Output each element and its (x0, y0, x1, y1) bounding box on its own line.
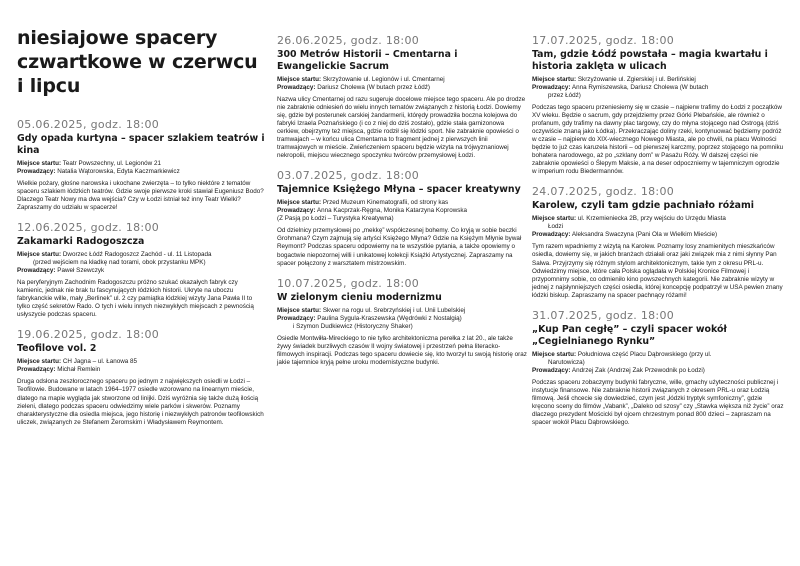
event-start: Miejsce startu: ul. Krzemieniecka 2B, przy wejściu do Urzędu Miasta (532, 215, 726, 223)
event-title: 300 Metrów Historii – Cmentarna i Ewangelickie Sacrum (277, 49, 458, 72)
event-title: Tam, gdzie Łódź powstała – magia kwartału i historia zaklęta w ulicach (532, 49, 768, 72)
event-lead-extra: (Z Pasją po Łodzi – Turystyka Kreatywna) (277, 215, 394, 223)
event-lead: Prowadzący: Natalia Wątorowska, Edyta Kaczmarkiewicz (17, 168, 180, 175)
event-description: Druga odsłona zeszłorocznego spaceru po jednym z największych osiedli w Łodzi – Teofilowie. Budowane w latach 1964–1977 osiedle wzorowano na linearnym mieście, dlatego na mapie wygląda jak stworzone od linijki. Dziś wyróżnia się także dużą ilością zieleni, dlatego podczas spaceru odwiedzimy wiele parków i skwerów. Poznamy charakterystyczne dla osiedla miejsca, jego historię i niezwykłych patronów teofilowskich uliczek, związanych ze Stefanem Żeromskim i Władysławem Reymontem. (17, 378, 264, 426)
event-lead: Prowadzący: Paulina Sygula-Kraszewska (Wędrówki z Nostalgią) (277, 314, 462, 322)
event-date: 10.07.2025, godz. 18:00 (277, 276, 420, 290)
event-start-extra: Narutowicza) (548, 358, 585, 366)
event-card (532, 309, 784, 427)
event-start: Miejsce startu: Teatr Powszechny, ul. Legionów 21 (17, 160, 161, 167)
event-start: Miejsce startu: Południowa część Placu Dąbrowskiego (przy ul. (532, 350, 712, 358)
event-date: 19.06.2025, godz. 18:00 (17, 328, 160, 342)
event-title: „Kup Pan cegłę” – czyli spacer wokół „Cegielnianego Rynku” (532, 323, 727, 347)
event-date: 17.07.2025, godz. 18:00 (532, 34, 675, 47)
event-start: Miejsce startu: Przed Muzeum Kinematografii, od strony kas (277, 199, 449, 207)
page-title: niesiajowe spacery czwartkowe w czerwcu i lipcu (17, 27, 258, 97)
event-start: Miejsce startu: Skrzyżowanie ul. Zgierskiej i ul. Berlińskiej (532, 76, 696, 83)
event-description: Osiedle Montwiłła-Mireckiego to nie tylko architektoniczna perełka z lat 20., ale także żywy świadek burzliwych czasów II wojny światowej i przestrzeń pełna literacko-filmowych inspiracji. Podczas tego spaceru dowiecie się, kto tworzył tu swoją historię oraz jakie tajemnice kryją pełne uroku modernistyczne budynki. (277, 334, 527, 366)
event-start: Miejsce startu: CH Jagna – ul. Łanowa 85 (17, 358, 138, 366)
column-2 (277, 0, 527, 367)
event-card (277, 277, 527, 367)
event-description: Od dzielnicy przemysłowej po „mekkę” współczesnej bohemy. Co kryją w sobie beczki Grohmana? Czym zajmują się artyści Księżego Młyna? Gdzie na Księżym Młynie bywał Reymont? Podczas spaceru odpowiemy na te wszystkie pytania, a także opowiemy o bogactwie niepozornej willi i unikatowej kolekcji Książki Artystycznej. Zapraszamy na spacer połączony z warsztatem mistrzowskim. (277, 227, 522, 267)
event-title: Tajemnice Księżego Młyna – spacer kreatywny (277, 184, 521, 196)
event-lead: Prowadzący: Aleksandra Swaczyna (Pani Ola w Wielkim Mieście) (532, 231, 718, 239)
event-title: W zielonym cieniu modernizmu (277, 291, 442, 303)
event-title: Teofilove vol. 2 (17, 343, 97, 355)
event-title: Karolew, czyli tam gdzie pachniało różami (532, 200, 754, 212)
event-description: Podczas tego spaceru przeniesiemy się w czasie – najpierw trafimy do Łodzi z początków XV wieku. Będzie o sacrum, gdy przejdziemy przez Górki Plebańskie, ale również o profanum, gdy trafimy na dawny plac targowy, czy do młyna stojącego nad Ostrogą (dziś oczywiście znaną jako Łódka). Przekraczając doliny rzeki, kontynuować będziemy podróż w czasie – najpierw do XIX-wiecznego Nowego Miasta, ale po chwili, na placu Wolności będzie to już czas karuzela historii – od pierwszej karczmy, poprzez stojącego na pomniku bohatera narodowego, aż po „szklany dom” w Pasażu Róży. W dalszej części nie zabraknie opowieści o Ślepym Maksie, a na deser odpoczniemy w tajemniczym ogrodzie w imperium rodu Biedermannów. (532, 104, 784, 176)
event-card (277, 34, 527, 160)
event-start: Miejsce startu: Skrzyżowanie ul. Legionów i ul. Cmentarnej (277, 76, 445, 83)
event-lead: Prowadzący: Michał Remlein (17, 366, 101, 374)
event-card (17, 328, 265, 426)
event-card (17, 118, 265, 212)
event-start: Miejsce startu: Dworzec Łódź Radogoszcz Zachód - ul. 11 Listopada (17, 251, 212, 259)
event-lead: Prowadzący: Anna Kacprzak-Ręgna, Monika Katarzyna Koprowska (277, 207, 468, 215)
event-lead: Prowadzący: Andrzej Zak (Andrzej Zak Przewodnik po Łodzi) (532, 366, 705, 374)
event-lead: Prowadzący: Paweł Szewczyk (17, 267, 105, 275)
event-date: 24.07.2025, godz. 18:00 (532, 185, 675, 199)
column-3 (532, 0, 784, 427)
event-lead: Prowadzący: Anna Rymiszewska, Dariusz Cholewa (W butach (532, 84, 709, 91)
event-lead-extra: i Szymon Dudkiewicz (Historyczny Shaker) (293, 322, 413, 330)
event-card (532, 34, 784, 176)
event-title: Gdy opada kurtyna – spacer szlakiem teatrów i kina (17, 133, 265, 156)
event-card (277, 169, 527, 267)
event-lead-extra: przez Łódź) (548, 92, 581, 99)
column-1 (17, 0, 265, 427)
event-start: Miejsce startu: Skwer na rogu ul. Srebrzyńskiej i ul. Unii Lubelskiej (277, 306, 466, 314)
event-card (532, 185, 784, 299)
event-description: Nazwa ulicy Cmentarnej od razu sugeruje docelowe miejsce tego spaceru. Ale po drodze nie zabraknie odniesień do wielu innych tematów związanych z historią Łodzi. Dowiemy się, gdzie był posterunek carskiej żandarmerii, którędy prowadziła boczna kolejowa do fabryki Izraela Poznańskiego (i co z niej do dziś zostało), gdzie stała garnizonowa cerkiew, obejrzymy też miejsca, gdzie rodził się łódzki sport. Nie zabraknie opowieści o tramwajach – w końcu ulica Cmentarna to fragment jednej z pierwszych linii tramwajowych w mieście. Zwieńczeniem spaceru będzie wizyta na trójwyznaniowej nekropolii, miejscu wiecznego spoczynku twórców przemysłowej Łodzi. (277, 96, 526, 160)
event-description: Tym razem wpadniemy z wizytą na Karolew. Poznamy losy znamienitych mieszkańców osiedla, dowiemy się, w jakich branżach działali oraz jaki związek mia z nimi słynny Pan Salwa. Przyjrzymy się różnym stylom architektonicznym, takie tym z okresu PRL-u. Odwiedzimy miejsce, które cała Polska oglądała w Polskiej Kronice Filmowej i przypomnimy sobie, co odmieniło kino powszechnych kategorii. Nie zabraknie wizyty w jednej z najsłynniejszych części osiedla, której koncepcję podpatrzył w USA pewien znany łódzki biskup. Zapraszamy na spacer pachnący różami! (532, 243, 783, 299)
event-card (17, 221, 265, 319)
event-date: 12.06.2025, godz. 18:00 (17, 221, 160, 235)
event-description: Podczas spaceru zobaczymy budynki fabryczne, wille, gmachy użyteczności publicznej i instytucje finansowe. Nie zabraknie historii związanych z okresem PRL-u oraz Łodzią filmową. Jeśli chcecie się dowiedzieć, czym jest „łódzki tryptyk symfoniczny”, gdzie kręcono sceny do filmów „Vabank”, „Daleko od szosy” czy „Stawka większa niż życie” oraz dlaczego prezydent Mościcki był ojcem chrzestnym ponad 800 dzieci – zapraszam na spacer wokół Placu Dąbrowskiego. (532, 378, 784, 426)
event-lead: Prowadzący: Dariusz Cholewa (W butach przez Łódź) (277, 84, 430, 91)
event-start-extra: Łodzi (548, 223, 564, 231)
event-date: 05.06.2025, godz. 18:00 (17, 118, 160, 131)
event-date: 31.07.2025, godz. 18:00 (532, 308, 675, 322)
event-description: Na peryferyjnym Zachodnim Radogoszczu próżno szukać okazałych fabryk czy kamienic, jednak nie brak tu fascynujących łódzkich historii. Ukryte na uboczu fabrykanckie wille, mały „Berlinek” ul. 2 czy pamiątka łódzkiej wizyty Jana Pawła II to tylko część sekretów Rado. O tych i wielu innych niezwykłych miejscach z pewnością usłyszycie podczas spaceru. (17, 279, 254, 319)
event-description: Wielkie pożary, głośne narowska i ukochane zwierzęta – to tylko niektóre z tematów spaceru szlakiem łódzkich teatrów. Gdzie swoje pierwsze kroki stawiał Eugeniusz Bodo? Dlaczego Teatr Nowy ma dwa wejścia? Czy w Łodzi istniał też inny Teatr Wielki? Zapraszamy do udziału w spacerze! (17, 180, 264, 212)
event-date: 03.07.2025, godz. 18:00 (277, 169, 420, 183)
event-title: Zakamarki Radogoszcza (17, 236, 145, 248)
event-start-extra: (przed wejściem na kładkę nad torami, obok przystanku MPK) (33, 259, 206, 267)
event-date: 26.06.2025, godz. 18:00 (277, 34, 420, 47)
